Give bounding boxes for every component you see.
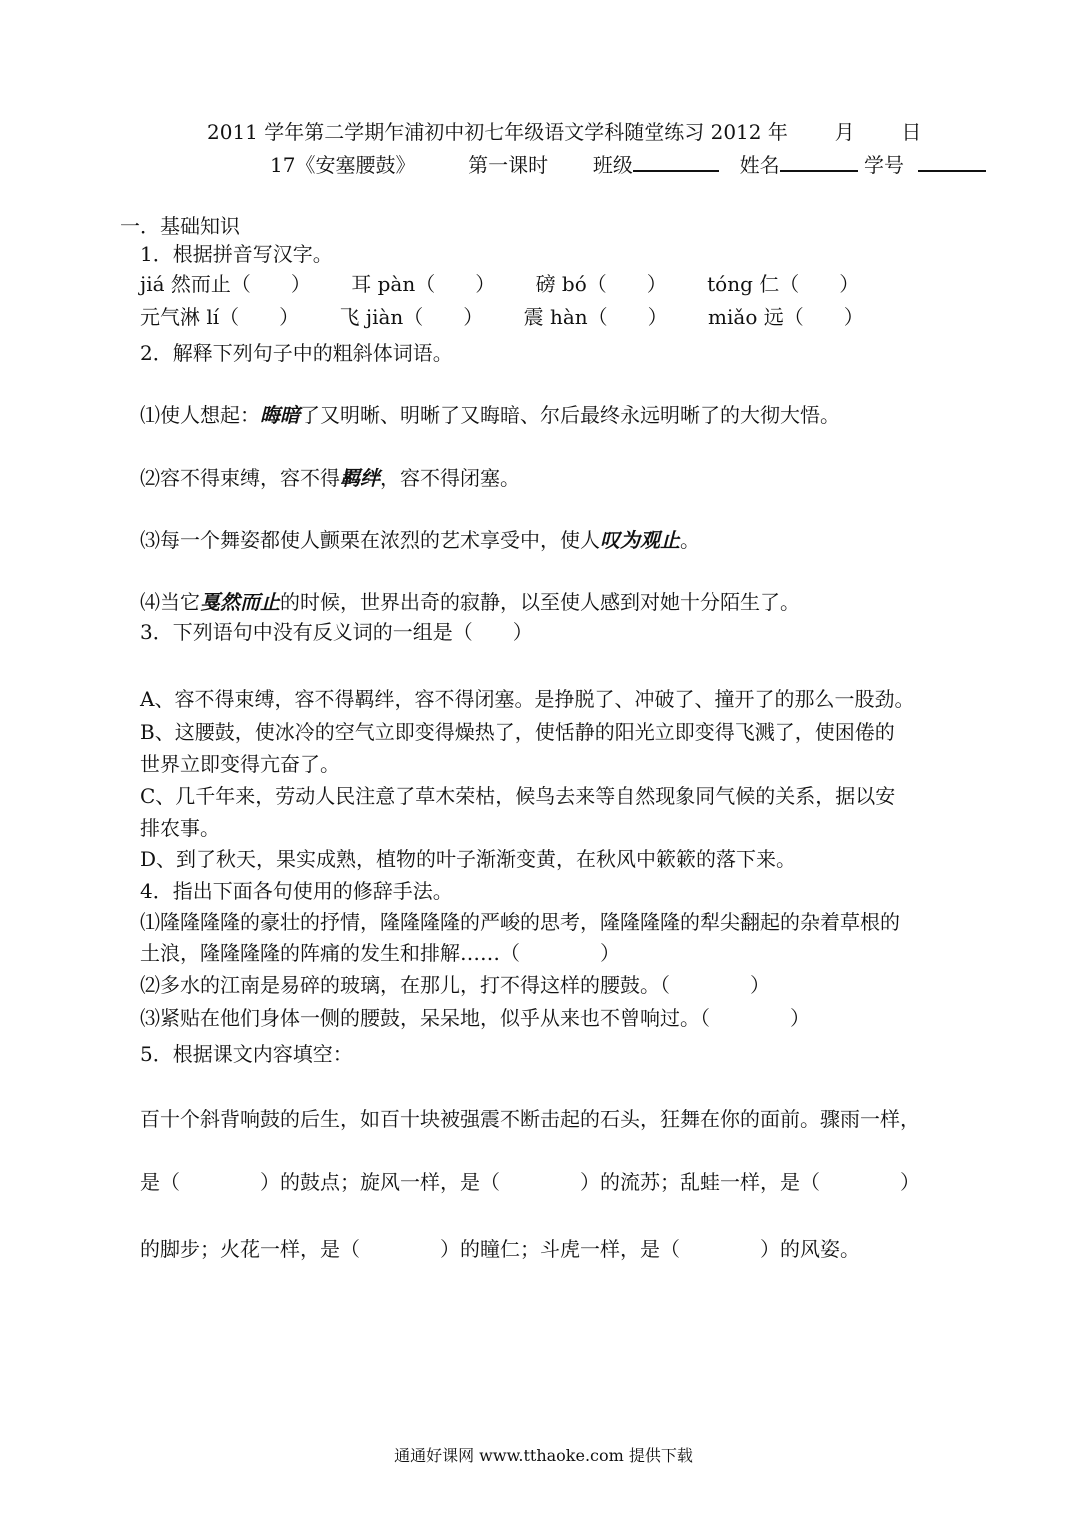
q1-row-1: [140, 270, 859, 298]
q5-title: 5．根据课文内容填空：: [140, 1042, 353, 1066]
q2-s2-term: 羁绊: [340, 466, 380, 490]
q2-sentence-1: [140, 401, 840, 429]
footer-credit: 通通好课网 www.tthaoke.com 提供下载: [394, 1446, 693, 1465]
q2-sentence-2: [140, 464, 520, 492]
q3-option-c-line-2: 排农事。: [140, 816, 220, 840]
q1-item-5: 元气淋 lí（ ）: [140, 305, 300, 329]
q2-s3-pre: ⑶每一个舞姿都使人颤栗在浓烈的艺术享受中，使人: [140, 528, 600, 552]
name-blank[interactable]: [780, 150, 858, 172]
q4-sentence-2: ⑵多水的江南是易碎的玻璃，在那儿，打不得这样的腰鼓。（ ）: [140, 973, 770, 997]
q1-item-7: 震 hàn（ ）: [523, 305, 668, 329]
q1-item-8: miǎo 远（ ）: [708, 305, 864, 329]
q1-title: 1．根据拼音写汉字。: [140, 242, 333, 266]
q1-item-3: 磅 bó（ ）: [535, 272, 667, 296]
q3-option-b-line-1: B、这腰鼓，使冰冷的空气立即变得燥热了，使恬静的阳光立即变得飞溅了，使困倦的: [140, 720, 895, 744]
q2-sentence-3: [140, 526, 700, 554]
q4-sentence-1-line-1: ⑴隆隆隆隆的豪壮的抒情，隆隆隆隆的严峻的思考，隆隆隆隆的犁尖翻起的杂着草根的: [140, 910, 900, 934]
q2-s3-term: 叹为观止: [600, 528, 680, 552]
q3-option-a: A、容不得束缚，容不得羁绊，容不得闭塞。是挣脱了、冲破了、撞开了的那么一股劲。: [140, 687, 915, 711]
q2-s2-post: ，容不得闭塞。: [380, 466, 520, 490]
header-day: 日: [901, 120, 922, 144]
header-month: 月: [834, 120, 855, 144]
q2-title: 2．解释下列句子中的粗斜体词语。: [140, 341, 453, 365]
class-label: 班级: [592, 153, 633, 177]
q2-s4-pre: ⑷当它: [140, 590, 200, 614]
q1-item-1: jiá 然而止（ ）: [140, 272, 311, 296]
header-line-1: [207, 118, 921, 146]
q1-item-2: 耳 pàn（ ）: [351, 272, 496, 296]
q5-paragraph-line-1: 百十个斜背响鼓的后生，如百十块被强震不断击起的石头，狂舞在你的面前。骤雨一样，: [140, 1107, 920, 1131]
q2-s3-post: 。: [680, 528, 700, 552]
class-blank[interactable]: [633, 150, 719, 172]
q3-option-b-line-2: 世界立即变得亢奋了。: [140, 752, 340, 776]
q2-s1-pre: ⑴使人想起：: [140, 403, 260, 427]
section-title: 一．基础知识: [120, 214, 240, 238]
q5-paragraph-line-3: 的脚步；火花一样，是（ ）的瞳仁；斗虎一样，是（ ）的风姿。: [140, 1237, 860, 1261]
q4-sentence-1-line-2: 土浪，隆隆隆隆的阵痛的发生和排解……（ ）: [140, 941, 620, 965]
q3-title: 3．下列语句中没有反义词的一组是（ ）: [140, 620, 533, 644]
q4-title: 4．指出下面各句使用的修辞手法。: [140, 879, 453, 903]
header-line-2: [270, 150, 986, 179]
lesson-period: 第一课时: [468, 153, 549, 177]
name-label: 姓名: [739, 153, 780, 177]
q5-paragraph-line-2: 是（ ）的鼓点；旋风一样，是（ ）的流苏；乱蛙一样，是（ ）: [140, 1170, 920, 1194]
q2-s4-post: 的时候，世界出奇的寂静，以至使人感到对她十分陌生了。: [280, 590, 800, 614]
number-blank[interactable]: [918, 150, 986, 172]
q1-item-6: 飞 jiàn（ ）: [339, 305, 484, 329]
header-title: 2011 学年第二学期乍浦初中初七年级语文学科随堂练习 2012 年: [207, 120, 788, 144]
q3-option-c-line-1: C、几千年来，劳动人民注意了草木荣枯，候鸟去来等自然现象同气候的关系，据以安: [140, 784, 896, 808]
number-label: 学号: [863, 153, 904, 177]
q2-s1-term: 晦暗: [260, 403, 300, 427]
q4-sentence-3: ⑶紧贴在他们身体一侧的腰鼓，呆呆地，似乎从来也不曾响过。（ ）: [140, 1006, 810, 1030]
q1-item-4: tóng 仁（ ）: [707, 272, 860, 296]
q2-s4-term: 戛然而止: [200, 590, 280, 614]
q2-sentence-4: [140, 588, 800, 616]
q3-option-d: D、到了秋天，果实成熟，植物的叶子渐渐变黄，在秋风中簌簌的落下来。: [140, 847, 797, 871]
q2-s2-pre: ⑵容不得束缚，容不得: [140, 466, 340, 490]
q2-s1-post: 了又明晰、明晰了又晦暗、尔后最终永远明晰了的大彻大悟。: [300, 403, 840, 427]
q1-row-2: [140, 303, 864, 331]
lesson-title: 17《安塞腰鼓》: [270, 153, 416, 177]
